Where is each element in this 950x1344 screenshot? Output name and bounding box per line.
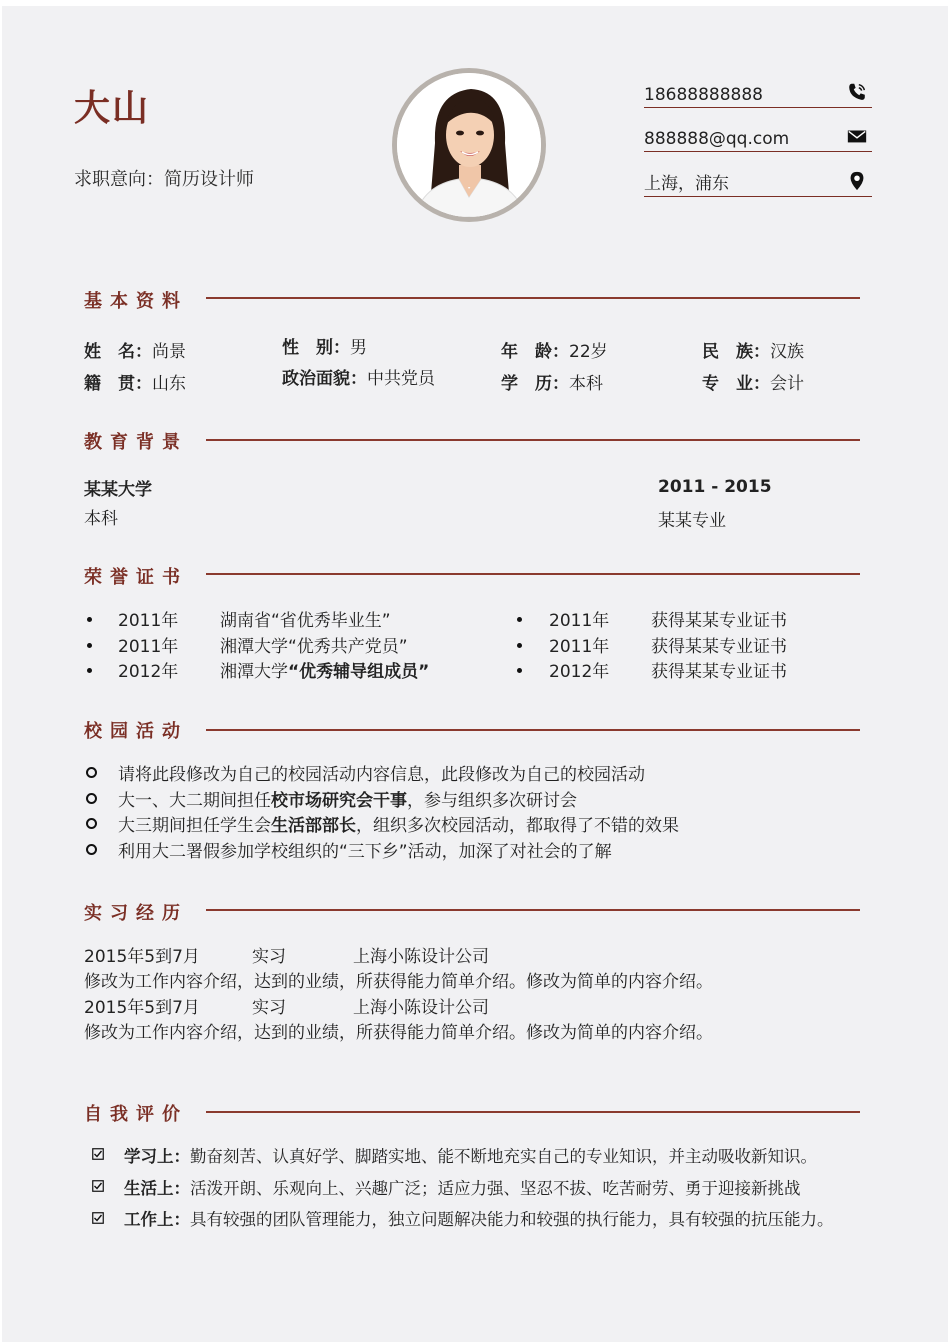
intern-date: 2015年5到7月: [84, 998, 200, 1018]
info-value: 会计: [770, 374, 804, 394]
self-eval-item: [124, 1206, 834, 1230]
info-label: 专 业：: [702, 374, 770, 394]
self-eval-item: [124, 1143, 817, 1167]
intern-date: 2015年5到7月: [84, 947, 200, 967]
campus-item: [118, 786, 577, 811]
contact-phone: [644, 66, 872, 108]
email-address: 888888@qq.com: [644, 129, 790, 149]
campus-text: ，组织多次校园活动，都取得了不错的效果: [356, 816, 679, 836]
phone-icon: [846, 81, 868, 103]
honor-year: 2011年: [118, 611, 179, 631]
bullet-icon: [517, 617, 522, 622]
honor-text: 湖南省“省优秀毕业生”: [220, 611, 391, 631]
info-value: 本科: [569, 374, 603, 394]
candidate-name: 大山: [74, 88, 151, 129]
bullet-icon: [86, 844, 97, 855]
honor-text: 获得某某专业证书: [651, 637, 787, 657]
campus-text: 大一、大二期间担任: [118, 791, 271, 811]
education-degree: 本科: [84, 509, 118, 529]
bullet-icon: [86, 818, 97, 829]
section-title-honors: 荣誉证书: [84, 567, 188, 588]
checkbox-icon: [92, 1212, 104, 1224]
info-politics: [282, 364, 435, 389]
phone-number: 18688888888: [644, 85, 763, 105]
location-text: 上海，浦东: [644, 174, 729, 194]
bullet-icon: [87, 617, 92, 622]
info-value: 山东: [152, 374, 186, 394]
section-divider: [206, 909, 860, 911]
section-title-basic: 基本资料: [84, 291, 188, 312]
honor-text-plain: 湘潭大学: [220, 662, 288, 682]
honor-text: 湘潭大学“优秀共产党员”: [220, 637, 408, 657]
bullet-icon: [87, 643, 92, 648]
honor-year: 2012年: [118, 662, 179, 682]
bullet-icon: [86, 767, 97, 778]
campus-bold: 校市场研究会干事: [271, 791, 407, 811]
info-label: 年 龄：: [501, 342, 569, 362]
intern-desc: 修改为工作内容介绍，达到的业绩，所获得能力简单介绍。修改为简单的内容介绍。: [84, 972, 713, 992]
campus-item: [118, 837, 612, 862]
intern-role: 实习: [252, 998, 286, 1018]
bullet-icon: [86, 793, 97, 804]
honor-year: 2012年: [549, 662, 610, 682]
profile-photo-frame: [392, 68, 546, 222]
intern-company: 上海小陈设计公司: [353, 947, 489, 967]
honor-year: 2011年: [549, 637, 610, 657]
info-label: 姓 名：: [84, 342, 152, 362]
honor-text-bold: “优秀辅导组成员”: [288, 662, 430, 682]
info-gender: [282, 333, 367, 358]
campus-item: [118, 760, 645, 785]
info-value: 22岁: [569, 342, 608, 362]
self-eval-text: 活泼开朗、乐观向上、兴趣广泛；适应力强、坚忍不拔、吃苦耐劳、勇于迎接新挑战: [190, 1179, 801, 1198]
education-years: 2011 - 2015: [658, 477, 772, 497]
self-eval-text: 具有较强的团队管理能力，独立问题解决能力和较强的执行能力，具有较强的抗压能力。: [190, 1210, 834, 1229]
intern-role: 实习: [252, 947, 286, 967]
honor-text: [220, 657, 429, 682]
mail-icon: [846, 125, 868, 147]
checkbox-icon: [92, 1148, 104, 1160]
info-ethnic: [702, 337, 804, 362]
section-divider: [206, 729, 860, 731]
job-intent: 求职意向：简历设计师: [74, 169, 254, 190]
campus-text: ，参与组织多次研讨会: [407, 791, 577, 811]
section-title-internship: 实习经历: [84, 903, 188, 924]
info-degree: [501, 369, 603, 394]
checkbox-icon: [92, 1180, 104, 1192]
info-value: 中共党员: [367, 369, 435, 389]
intern-company: 上海小陈设计公司: [353, 998, 489, 1018]
honor-text: 获得某某专业证书: [651, 662, 787, 682]
contact-email: [644, 110, 872, 152]
section-divider: [206, 573, 860, 575]
info-label: 籍 贯：: [84, 374, 152, 394]
info-origin: [84, 369, 186, 394]
section-title-campus: 校园活动: [84, 721, 188, 742]
info-label: 学 历：: [501, 374, 569, 394]
self-eval-item: [124, 1175, 801, 1199]
school-name: 某某大学: [84, 480, 152, 500]
location-pin-icon: [846, 170, 868, 192]
honor-text: 获得某某专业证书: [651, 611, 787, 631]
education-major: 某某专业: [658, 511, 726, 531]
info-label: 性 别：: [282, 338, 350, 358]
campus-bold: 生活部部长: [271, 816, 356, 836]
honor-year: 2011年: [549, 611, 610, 631]
self-eval-text: 勤奋刻苦、认真好学、脚踏实地、能不断地充实自己的专业知识，并主动吸收新知识。: [190, 1147, 817, 1166]
campus-item: [118, 811, 679, 836]
self-eval-label: 学习上：: [124, 1147, 190, 1166]
intern-desc: 修改为工作内容介绍，达到的业绩，所获得能力简单介绍。修改为简单的内容介绍。: [84, 1023, 713, 1043]
info-label: 民 族：: [702, 342, 770, 362]
info-label: 政治面貌：: [282, 369, 367, 389]
bullet-icon: [517, 668, 522, 673]
bullet-icon: [517, 643, 522, 648]
info-value: 汉族: [770, 342, 804, 362]
info-major: [702, 369, 804, 394]
info-value: 男: [350, 338, 367, 358]
info-age: [501, 337, 608, 362]
section-divider: [206, 297, 860, 299]
section-divider: [206, 439, 860, 441]
campus-text: 大三期间担任学生会: [118, 816, 271, 836]
section-title-self: 自我评价: [84, 1104, 188, 1125]
campus-text: 利用大二署假参加学校组织的“三下乡”活动，加深了对社会的了解: [118, 842, 612, 862]
self-eval-label: 工作上：: [124, 1210, 190, 1229]
info-value: 尚景: [152, 342, 186, 362]
profile-photo: [397, 73, 541, 217]
section-divider: [206, 1111, 860, 1113]
bullet-icon: [87, 668, 92, 673]
campus-text: 请将此段修改为自己的校园活动内容信息，此段修改为自己的校园活动: [118, 765, 645, 785]
section-title-education: 教育背景: [84, 432, 188, 453]
info-name: [84, 337, 186, 362]
honor-year: 2011年: [118, 637, 179, 657]
contact-location: [644, 155, 872, 197]
self-eval-label: 生活上：: [124, 1179, 190, 1198]
